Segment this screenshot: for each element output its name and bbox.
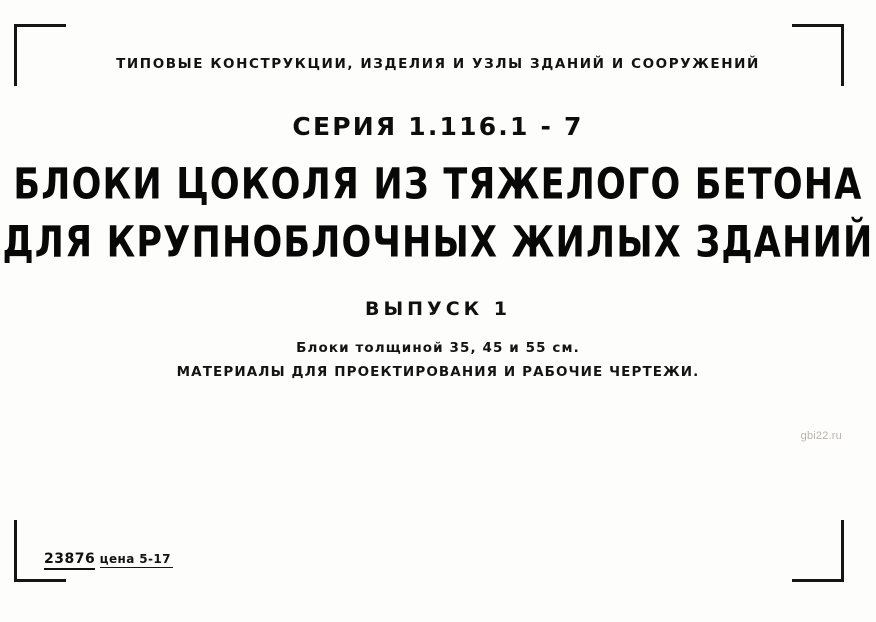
description-line-1: Блоки толщиной 35, 45 и 55 см. xyxy=(296,340,580,356)
crop-mark-vertical xyxy=(841,520,844,582)
crop-mark-vertical xyxy=(14,520,17,582)
crop-mark-horizontal xyxy=(792,24,844,27)
stamp-price: цена 5-17 xyxy=(99,552,171,566)
stamp-code: 23876 xyxy=(44,551,95,570)
document-stamp xyxy=(44,550,173,570)
page-title-line-1: БЛОКИ ЦОКОЛЯ ИЗ ТЯЖЕЛОГО БЕТОНА xyxy=(13,160,863,210)
document-header-line: ТИПОВЫЕ КОНСТРУКЦИИ, ИЗДЕЛИЯ И УЗЛЫ ЗДАНИЙ И СООРУЖЕНИЙ xyxy=(116,56,760,72)
description-line-2: МАТЕРИАЛЫ ДЛЯ ПРОЕКТИРОВАНИЯ И РАБОЧИЕ ЧЕРТЕЖИ. xyxy=(176,364,700,380)
crop-mark-horizontal xyxy=(14,24,66,27)
crop-mark-vertical xyxy=(14,24,17,86)
series-number: СЕРИЯ 1.116.1 - 7 xyxy=(292,112,584,141)
page-title-line-2: ДЛЯ КРУПНОБЛОЧНЫХ ЖИЛЫХ ЗДАНИЙ xyxy=(2,218,874,268)
crop-mark-top-right xyxy=(792,24,844,86)
crop-mark-horizontal xyxy=(792,579,844,582)
crop-mark-horizontal xyxy=(14,579,66,582)
document-description xyxy=(0,336,876,384)
crop-mark-top-left xyxy=(14,24,66,86)
watermark: gbi22.ru xyxy=(800,430,842,442)
crop-mark-bottom-right xyxy=(792,520,844,582)
crop-mark-vertical xyxy=(841,24,844,86)
page-title xyxy=(0,158,876,274)
issue-number: ВЫПУСК 1 xyxy=(364,298,512,320)
